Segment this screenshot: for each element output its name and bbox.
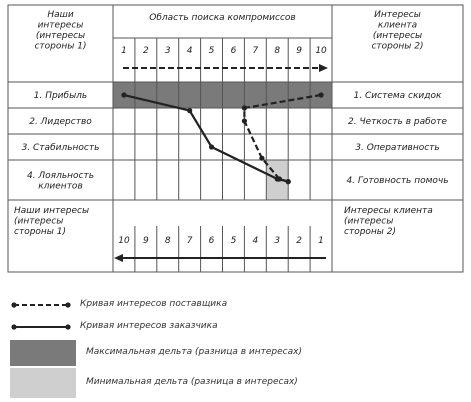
legend-item-customer — [0, 320, 471, 334]
legend-item-max-delta — [0, 340, 471, 366]
footer-right-label: стороны 2) — [344, 227, 397, 237]
header-left-label: интересы — [37, 20, 84, 31]
bottom-scale-tick: 10 — [118, 236, 130, 246]
header-right-label: Интересы — [374, 10, 421, 20]
supplier-curve-point — [318, 92, 323, 97]
row-right-label: 2. Четкость в работе — [348, 117, 447, 127]
dark-fill-swatch — [10, 340, 76, 366]
bottom-scale-tick: 9 — [142, 236, 149, 246]
footer-right-label: Интересы клиента — [344, 206, 433, 216]
header-right-label: стороны 2) — [371, 41, 424, 52]
row-right-label: 1. Система скидок — [353, 91, 442, 101]
header-left-label: Наши — [47, 10, 74, 20]
arrow-right-icon — [319, 64, 328, 72]
supplier-curve-point — [242, 118, 247, 123]
footer-left-label: (интересы — [14, 216, 64, 227]
top-scale-tick: 9 — [296, 46, 303, 56]
row-right-label: 3. Оперативность — [355, 143, 440, 153]
solid-line-sample-icon — [10, 320, 72, 334]
bottom-scale-tick: 1 — [318, 236, 324, 246]
header-left-label: стороны 1) — [34, 41, 87, 52]
header-left-label: (интересы — [35, 31, 86, 41]
supplier-curve-point — [286, 179, 291, 184]
bottom-scale-tick: 8 — [164, 236, 171, 246]
footer-left-label: стороны 1) — [14, 227, 67, 237]
bottom-scale-tick: 2 — [296, 236, 303, 246]
legend-item-supplier — [0, 298, 471, 312]
top-scale-tick: 2 — [142, 46, 149, 56]
dashed-line-sample-icon — [10, 298, 72, 312]
legend — [0, 284, 471, 402]
arrow-left-icon — [114, 254, 123, 262]
legend-label-min-delta: Минимальная дельта (разница в интересах) — [86, 377, 298, 387]
legend-label-supplier: Кривая интересов поставщика — [80, 299, 228, 309]
light-fill-swatch — [10, 368, 76, 398]
row-left-label: 2. Лидерство — [29, 117, 92, 127]
row-left-label: клиентов — [38, 181, 83, 192]
top-scale-tick: 5 — [208, 46, 215, 56]
bottom-scale-tick: 7 — [186, 236, 193, 246]
customer-curve-point — [121, 92, 126, 97]
top-scale-tick: 4 — [186, 46, 193, 56]
top-scale-tick: 6 — [230, 46, 237, 56]
legend-label-customer: Кривая интересов заказчика — [80, 321, 218, 331]
top-scale-tick: 7 — [252, 46, 259, 56]
legend-item-min-delta — [0, 368, 471, 398]
header-center-title: Область поиска компромиссов — [149, 13, 296, 23]
row-right-label: 4. Готовность помочь — [346, 176, 449, 186]
supplier-curve-point — [277, 176, 282, 181]
header-right-label: (интересы — [372, 31, 423, 41]
top-scale-tick: 10 — [315, 46, 327, 56]
header-right-label: клиента — [377, 20, 418, 31]
row-left-label: 3. Стабильность — [21, 143, 100, 153]
customer-curve-point — [187, 108, 192, 113]
bottom-scale-tick: 6 — [208, 236, 215, 246]
legend-label-max-delta: Максимальная дельта (разница в интересах) — [86, 347, 302, 357]
supplier-curve-point — [259, 156, 264, 161]
row-left-label: 1. Прибыль — [33, 91, 88, 101]
row-left-label: 4. Лояльность — [26, 170, 95, 181]
bottom-scale-tick: 5 — [230, 236, 237, 246]
bottom-scale-tick: 4 — [252, 236, 259, 246]
top-scale-tick: 3 — [164, 46, 171, 56]
footer-left-label: Наши интересы — [14, 206, 90, 216]
customer-curve-point — [209, 144, 214, 149]
footer-right-label: (интересы — [344, 216, 394, 227]
supplier-curve-point — [242, 105, 247, 110]
bottom-scale-tick: 3 — [274, 236, 281, 246]
top-scale-tick: 1 — [121, 46, 127, 56]
top-scale-tick: 8 — [274, 46, 281, 56]
